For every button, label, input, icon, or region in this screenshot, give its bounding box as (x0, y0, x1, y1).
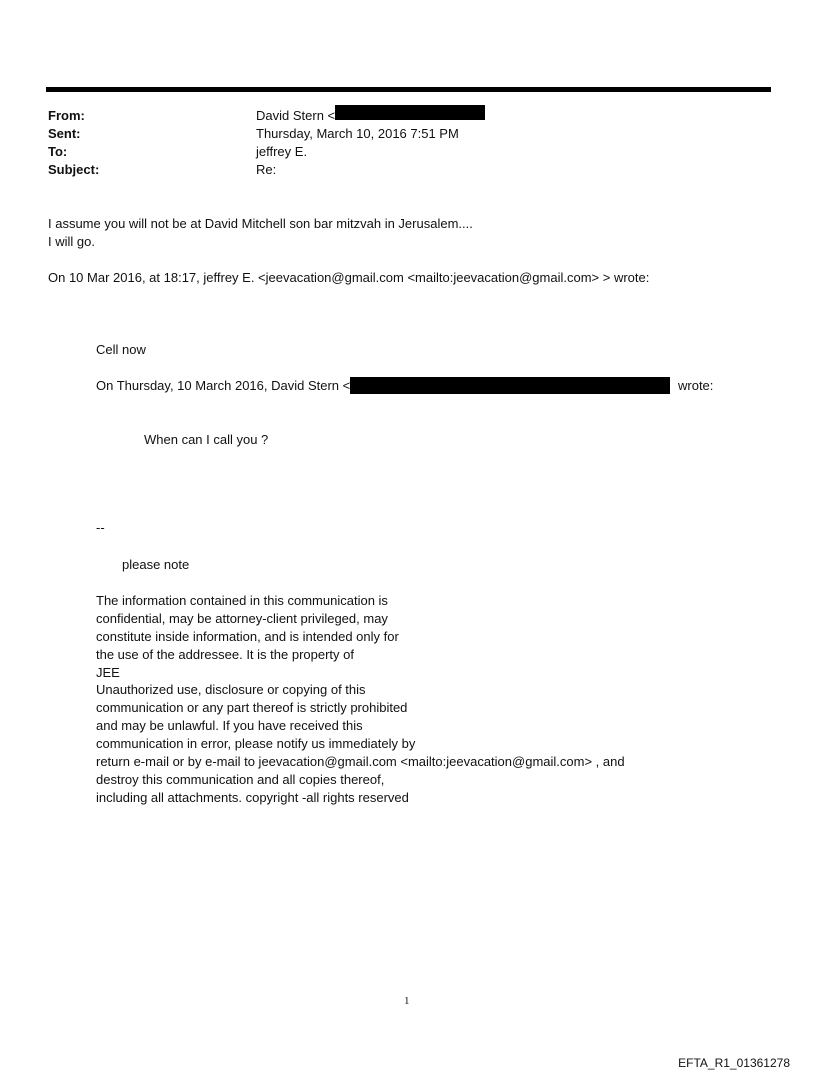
inner-quote-prefix: On Thursday, 10 March 2016, David Stern < (96, 378, 351, 393)
disclaimer-line: Unauthorized use, disclosure or copying of this (96, 682, 366, 698)
from-name: David Stern < (256, 108, 336, 123)
disclaimer-line: JEE (96, 664, 120, 680)
quote-intro: On 10 Mar 2016, at 18:17, jeffrey E. <jeevacation@gmail.com <mailto:jeevacation@gmail.com> > wrote: (48, 270, 650, 285)
cell-now-text: Cell now (96, 342, 146, 357)
header-divider (46, 87, 771, 92)
body-line-2: I will go. (48, 234, 95, 249)
disclaimer-block (96, 592, 625, 807)
subject-label: Subject: (48, 162, 100, 177)
disclaimer-line: destroy this communication and all copies thereof, (96, 771, 385, 787)
when-call-text: When can I call you ? (144, 432, 269, 447)
sent-value: Thursday, March 10, 2016 7:51 PM (256, 126, 459, 141)
to-value: jeffrey E. (256, 144, 308, 159)
disclaimer-line: The information contained in this communication is (96, 593, 388, 608)
inner-quote-suffix: wrote: (678, 378, 714, 393)
from-label: From: (48, 108, 85, 123)
disclaimer-line: the use of the addressee. It is the property of (96, 646, 354, 662)
disclaimer-line: return e-mail or by e-mail to jeevacation@gmail.com <mailto:jeevacation@gmail.com> , and (96, 754, 625, 770)
subject-value: Re: (256, 162, 277, 177)
please-note-text: please note (122, 557, 190, 572)
redaction-bar (335, 105, 485, 120)
disclaimer-line: including all attachments. copyright -all rights reserved (96, 789, 409, 805)
page-number: 1 (404, 995, 410, 1007)
disclaimer-line: communication or any part thereof is strictly prohibited (96, 700, 408, 716)
inner-quote-line (96, 377, 670, 395)
sent-label: Sent: (48, 126, 81, 141)
redaction-bar (350, 377, 670, 394)
from-value (256, 107, 485, 125)
disclaimer-line: constitute inside information, and is intended only for (96, 628, 399, 644)
bates-number: EFTA_R1_01361278 (678, 1056, 790, 1070)
disclaimer-line: communication in error, please notify us immediately by (96, 736, 416, 752)
disclaimer-line: and may be unlawful. If you have received this (96, 718, 363, 734)
to-label: To: (48, 144, 68, 159)
signature-separator: -- (96, 520, 105, 535)
body-line-1: I assume you will not be at David Mitchell son bar mitzvah in Jerusalem.... (48, 216, 473, 231)
disclaimer-line: confidential, may be attorney-client privileged, may (96, 610, 388, 626)
